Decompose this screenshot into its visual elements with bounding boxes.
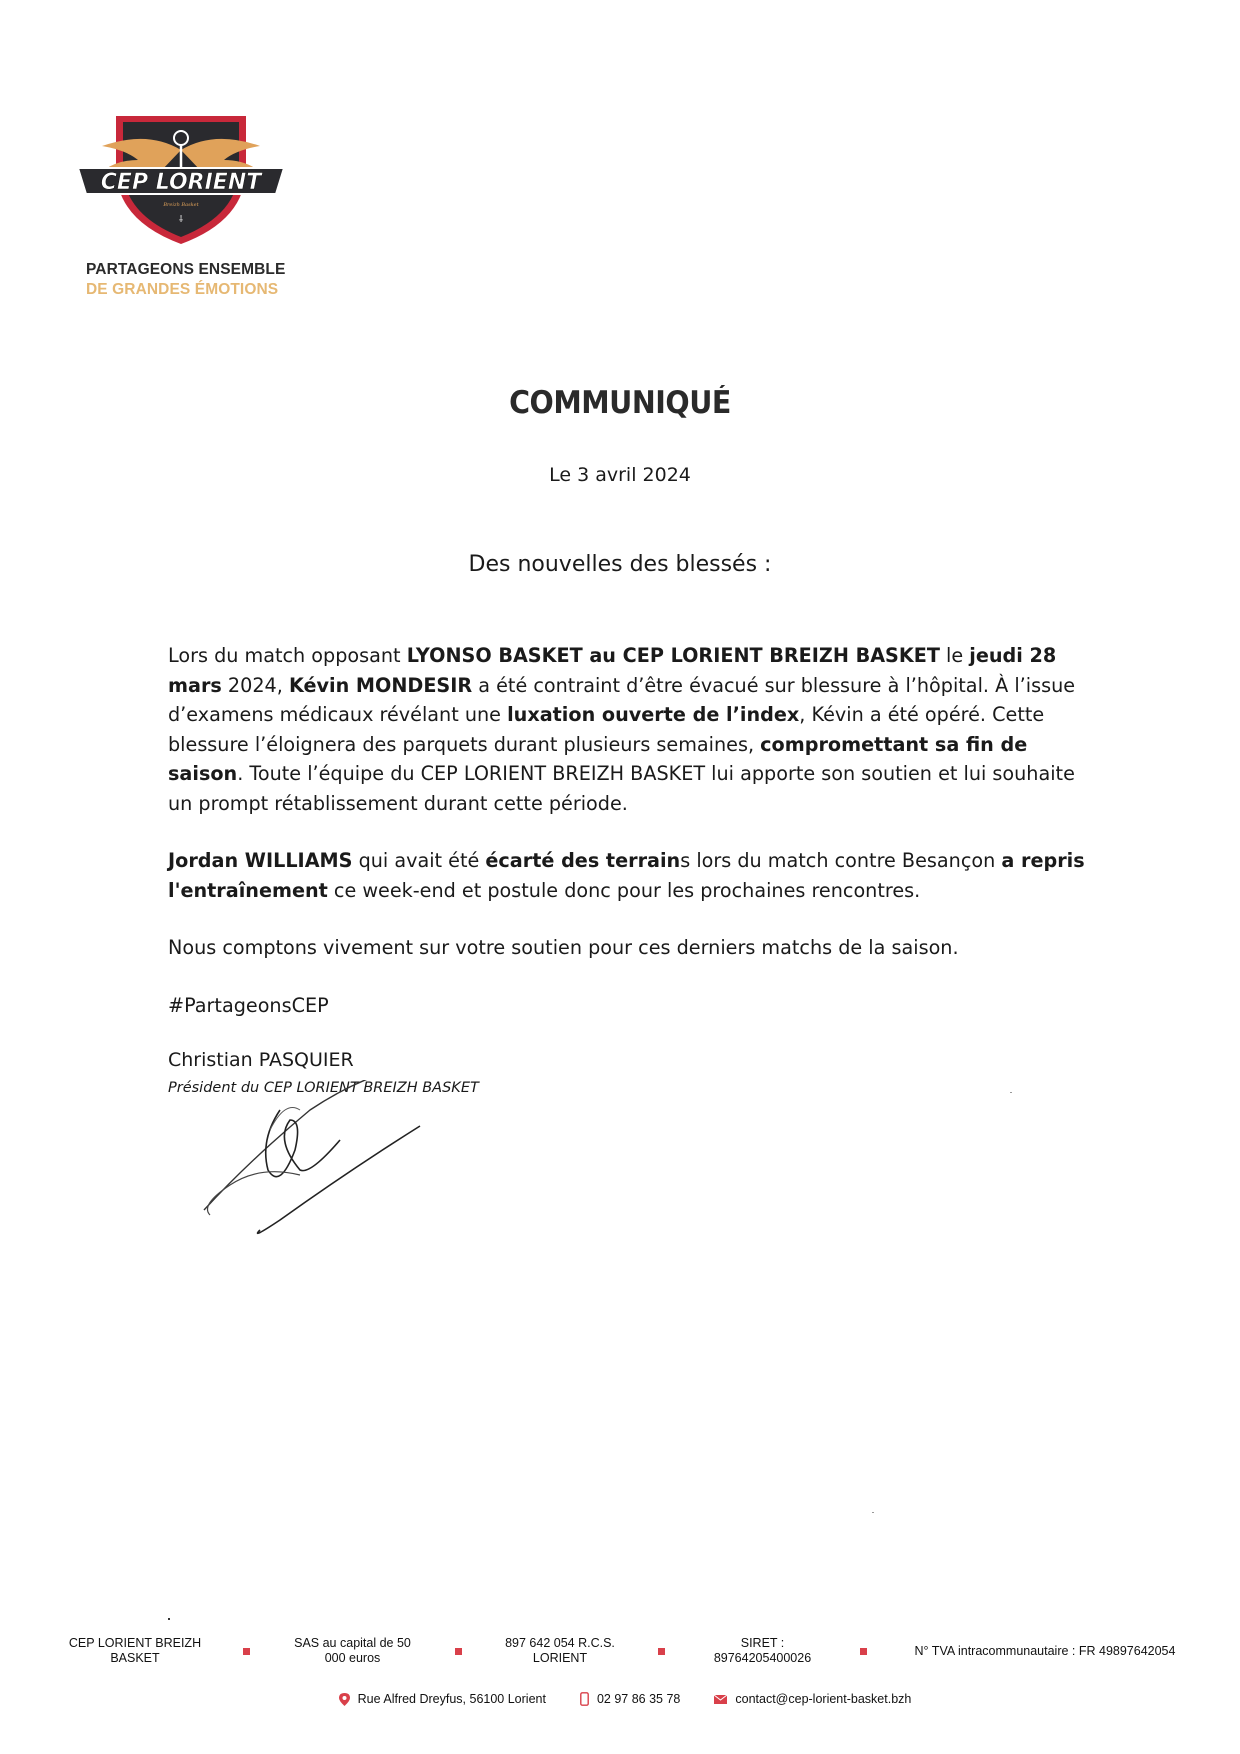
bold-text: a repris l'entraînement xyxy=(168,849,1085,902)
footer-siret-value: 89764205400026 xyxy=(713,1651,812,1665)
bold-text: LYONSO BASKET au CEP LORIENT BREIZH BASKET xyxy=(406,644,940,667)
tagline-line1: PARTAGEONS ENSEMBLE xyxy=(86,261,286,278)
footer-phone-text: 02 97 86 35 78 xyxy=(596,1692,681,1706)
paragraph-williams-return xyxy=(168,846,1088,905)
bold-text: compromettant sa fin de saison xyxy=(168,732,1028,785)
document-date: Le 3 avril 2024 xyxy=(549,464,691,486)
footer-siret xyxy=(698,1636,828,1666)
footer-company: CEP LORIENT BREIZH BASKET xyxy=(68,1636,202,1665)
footer-capital: SAS au capital de 50 000 euros xyxy=(294,1636,411,1665)
text-run: le xyxy=(939,644,970,667)
text-run: , Kévin a été opéré. Cette blessure l’éloignera des parquets durant plusieurs semaines, xyxy=(168,703,1045,756)
footer xyxy=(60,1636,1190,1706)
scan-speck xyxy=(872,1512,874,1513)
document-subject: Des nouvelles des blessés : xyxy=(468,552,772,577)
signer-name: Christian PASQUIER xyxy=(168,1049,354,1071)
footer-rcs: 897 642 054 R.C.S. LORIENT xyxy=(505,1636,615,1665)
svg-text:⸸: ⸸ xyxy=(178,215,184,225)
footer-email-text: contact@cep-lorient-basket.bzh xyxy=(735,1692,912,1706)
footer-address-text: Rue Alfred Dreyfus, 56100 Lorient xyxy=(357,1692,546,1706)
footer-address xyxy=(339,1692,546,1706)
document-title: COMMUNIQUÉ xyxy=(509,385,731,421)
bold-text: écarté des terrain xyxy=(485,849,681,872)
club-logo xyxy=(78,110,284,246)
phone-icon xyxy=(580,1692,589,1706)
signer-role: Président du CEP LORIENT BREIZH BASKET xyxy=(168,1080,479,1096)
hashtag: #PartageonsCEP xyxy=(168,993,329,1017)
text-run: . Toute l’équipe du CEP LORIENT BREIZH BASKET lui apporte son soutien et lui souhaite un prompt rétablissement durant cette période. xyxy=(168,762,1075,815)
logo-text: CEP LORIENT xyxy=(100,170,262,195)
footer-email xyxy=(714,1692,911,1706)
footer-separator xyxy=(243,1648,250,1655)
bold-text: jeudi 28 mars xyxy=(168,644,1057,697)
text-run: qui avait été xyxy=(352,849,486,872)
logo-subtext: Breizh Basket xyxy=(163,202,199,208)
location-pin-icon xyxy=(339,1693,350,1706)
footer-siret-label: SIRET : xyxy=(740,1636,785,1650)
text-run: s lors du match contre Besançon xyxy=(680,849,1002,872)
envelope-icon xyxy=(714,1695,727,1704)
footer-separator xyxy=(455,1648,462,1655)
tagline-line2: DE GRANDES ÉMOTIONS xyxy=(86,281,279,298)
footer-tva: N° TVA intracommunautaire : FR 49897642054 xyxy=(914,1644,1176,1658)
document-body xyxy=(168,641,1088,1048)
text-run: a été contraint d’être évacué sur blessure à l’hôpital. À l’issue d’examens médicaux révélant une xyxy=(168,673,1076,726)
paragraph-injury-mondesir xyxy=(168,641,1088,818)
bold-text: luxation ouverte de l’index xyxy=(507,703,800,726)
text-run: ce week-end et postule donc pour les prochaines rencontres. xyxy=(327,878,921,902)
paragraph-support: Nous comptons vivement sur votre soutien pour ces derniers matchs de la saison. xyxy=(168,936,959,959)
text-run: 2024, xyxy=(221,673,289,697)
text-run: Lors du match opposant xyxy=(168,644,407,667)
footer-phone xyxy=(580,1692,680,1706)
footer-separator xyxy=(658,1648,665,1655)
scan-speck xyxy=(1010,1092,1012,1093)
footer-separator xyxy=(860,1648,867,1655)
bold-text: Jordan WILLIAMS xyxy=(168,849,353,872)
tagline xyxy=(86,260,285,300)
bold-text: Kévin MONDESIR xyxy=(288,673,473,697)
handwritten-signature xyxy=(190,1080,440,1250)
stray-dot xyxy=(168,1618,170,1620)
